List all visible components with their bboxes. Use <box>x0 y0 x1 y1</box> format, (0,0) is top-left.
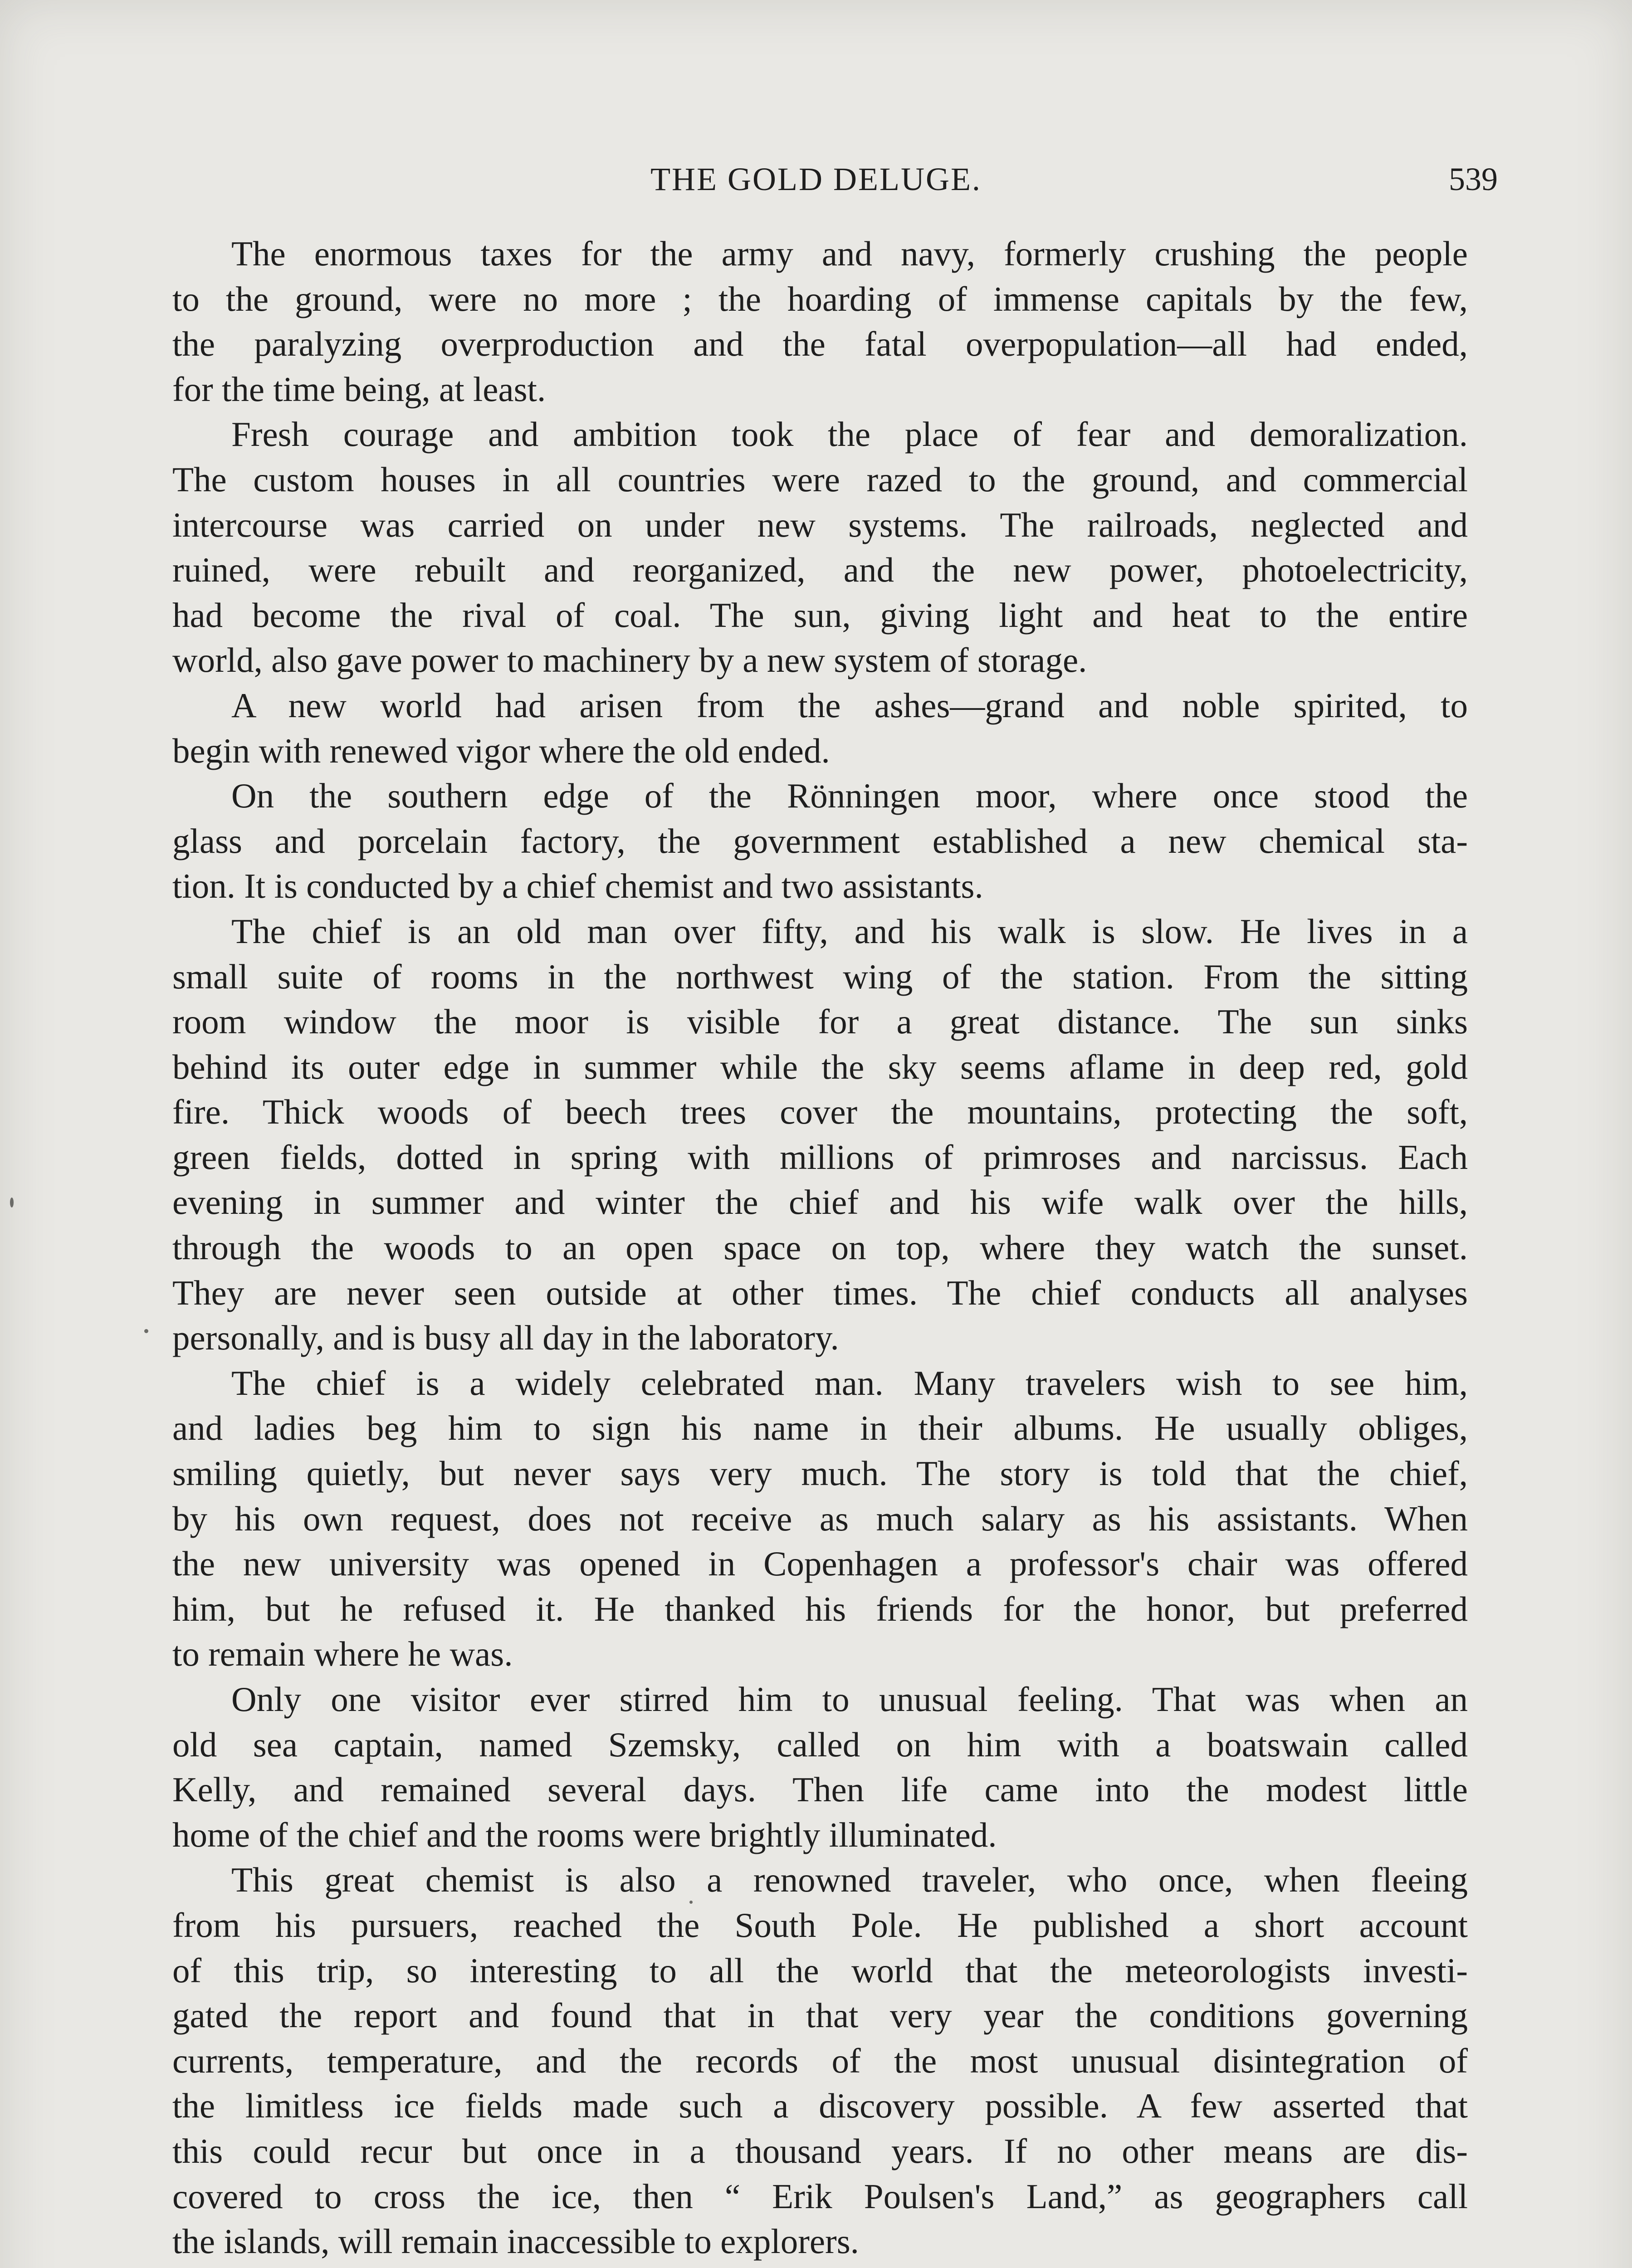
text-line: small suite of rooms in the northwest wing of the station. From the sitting <box>172 957 1468 996</box>
text-line: home of the chief and the rooms were brightly illuminated. <box>172 1815 997 1854</box>
paragraph <box>172 231 1468 412</box>
page-number: 539 <box>1449 161 1498 197</box>
paragraph <box>172 773 1468 909</box>
text-line: of this trip, so interesting to all the world that the meteorologists investi- <box>172 1950 1468 1990</box>
text-line: to remain where he was. <box>172 1634 513 1674</box>
text-line: room window the moor is visible for a great distance. The sun sinks <box>172 1002 1468 1041</box>
text-line: the islands, will remain inaccessible to explorers. <box>172 2222 859 2261</box>
text-line: him, but he refused it. He thanked his friends for the honor, but preferred <box>172 1589 1468 1628</box>
text-line: evening in summer and winter the chief and his wife walk over the hills, <box>172 1183 1468 1222</box>
text-line: Kelly, and remained several days. Then life came into the modest little <box>172 1770 1468 1809</box>
text-line: covered to cross the ice, then “ Erik Poulsen's Land,” as geographers call <box>172 2176 1468 2216</box>
paragraph <box>172 1361 1468 1677</box>
text-line: tion. It is conducted by a chief chemist and two assistants. <box>172 866 983 906</box>
text-line: They are never seen outside at other times. The chief conducts all analyses <box>172 1273 1468 1312</box>
text-line: intercourse was carried on under new systems. The railroads, neglected and <box>172 505 1468 544</box>
text-line: by his own request, does not receive as much salary as his assistants. When <box>172 1499 1468 1538</box>
text-line: The enormous taxes for the army and navy, formerly crushing the people <box>231 234 1468 273</box>
text-line: gated the report and found that in that very year the conditions governing <box>172 1996 1468 2035</box>
text-line: and ladies beg him to sign his name in their albums. He usually obliges, <box>172 1408 1468 1448</box>
paper-speck <box>144 1329 148 1333</box>
text-line: This great chemist is also a renowned traveler, who once, when fleeing <box>231 1860 1468 1900</box>
paragraph <box>172 683 1468 773</box>
text-line: A new world had arisen from the ashes—grand and noble spirited, to <box>231 685 1468 725</box>
page-header <box>0 154 1632 204</box>
text-line: begin with renewed vigor where the old ended. <box>172 731 830 770</box>
text-line: this could recur but once in a thousand years. If no other means are dis- <box>172 2131 1468 2170</box>
text-line: On the southern edge of the Rönningen moor, where once stood the <box>231 776 1468 816</box>
text-line: old sea captain, named Szemsky, called on him with a boatswain called <box>172 1725 1468 1764</box>
paragraph <box>172 1857 1468 2264</box>
text-line: world, also gave power to machinery by a new system of storage. <box>172 640 1087 680</box>
paragraph <box>172 412 1468 683</box>
text-line: had become the rival of coal. The sun, giving light and heat to the entire <box>172 595 1468 635</box>
text-line: Only one visitor ever stirred him to unusual feeling. That was when an <box>231 1680 1468 1719</box>
text-line: glass and porcelain factory, the government established a new chemical sta- <box>172 821 1468 860</box>
paper-speck <box>689 1901 693 1904</box>
paragraph <box>172 909 1468 1361</box>
text-line: the new university was opened in Copenhagen a professor's chair was offered <box>172 1544 1468 1584</box>
text-line: The custom houses in all countries were razed to the ground, and commercial <box>172 459 1468 499</box>
text-line: personally, and is busy all day in the laboratory. <box>172 1318 839 1358</box>
text-line: through the woods to an open space on top, where they watch the sunset. <box>172 1228 1468 1267</box>
running-title: THE GOLD DELUGE. <box>650 161 982 197</box>
text-line: smiling quietly, but never says very much. The story is told that the chief, <box>172 1454 1468 1493</box>
text-line: to the ground, were no more ; the hoarding of immense capitals by the few, <box>172 279 1468 318</box>
text-line: Fresh courage and ambition took the place of fear and demoralization. <box>231 415 1468 454</box>
paragraph <box>172 1677 1468 1857</box>
text-line: from his pursuers, reached the South Pole. He published a short account <box>172 1905 1468 1945</box>
paper-speck <box>10 1198 14 1207</box>
text-line: for the time being, at least. <box>172 369 546 409</box>
text-line: the paralyzing overproduction and the fatal overpopulation—all had ended, <box>172 324 1468 364</box>
text-line: behind its outer edge in summer while the sky seems aflame in deep red, gold <box>172 1047 1468 1086</box>
text-line: ruined, were rebuilt and reorganized, and the new power, photoelectricity, <box>172 550 1468 590</box>
text-line: currents, temperature, and the records of the most unusual disintegration of <box>172 2041 1468 2080</box>
text-line: the limitless ice fields made such a discovery possible. A few asserted that <box>172 2086 1468 2126</box>
text-line: The chief is a widely celebrated man. Many travelers wish to see him, <box>231 1363 1468 1403</box>
text-line: The chief is an old man over fifty, and his walk is slow. He lives in a <box>231 911 1468 951</box>
text-line: green fields, dotted in spring with millions of primroses and narcissus. Each <box>172 1137 1468 1177</box>
text-line: fire. Thick woods of beech trees cover the mountains, protecting the soft, <box>172 1092 1468 1132</box>
article-body <box>172 231 1468 2264</box>
